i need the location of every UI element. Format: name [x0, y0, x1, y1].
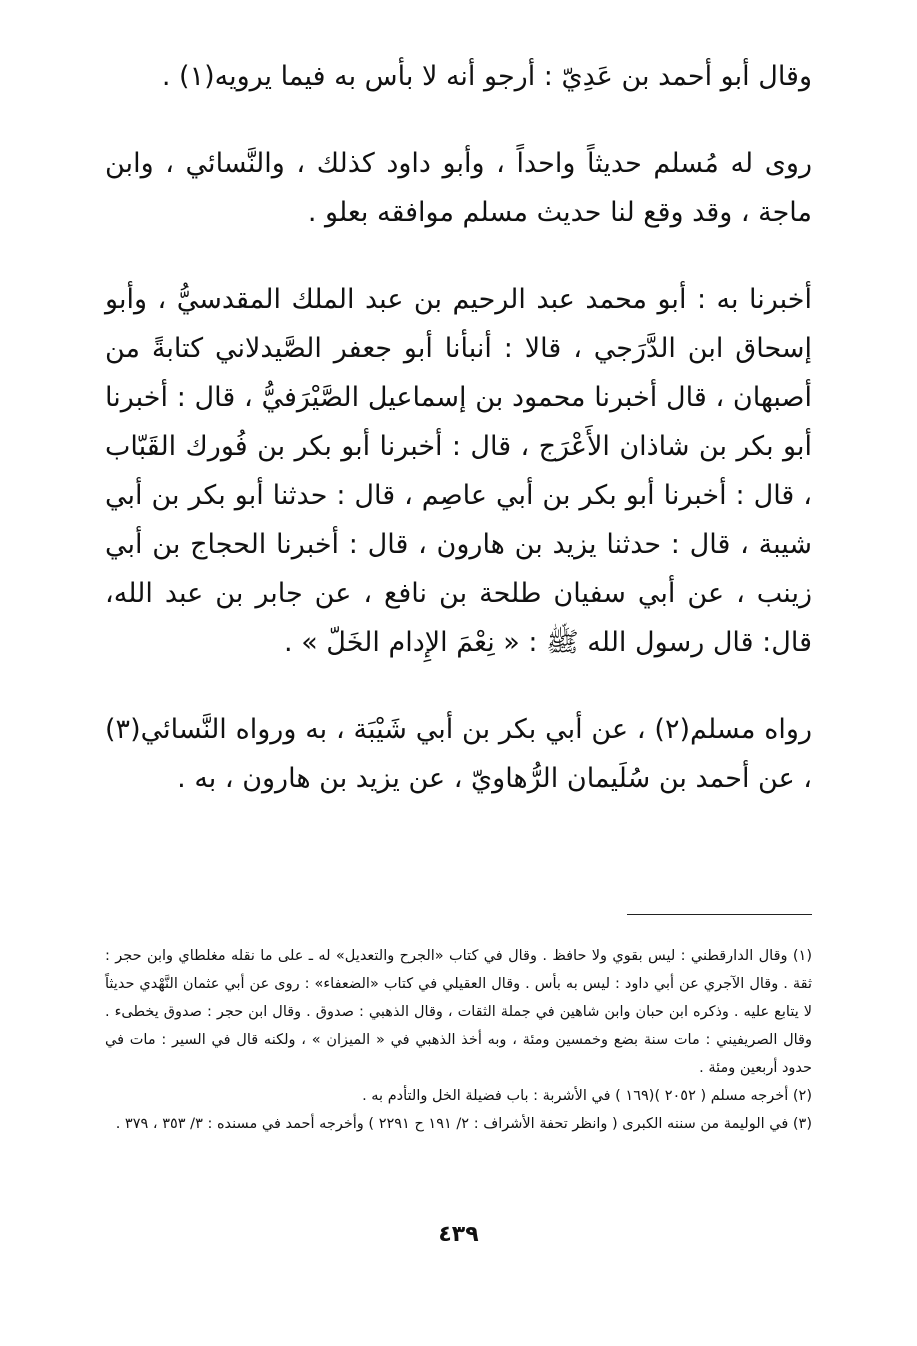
- main-text: [105, 52, 812, 803]
- paragraph-4: رواه مسلم(٢) ، عن أبي بكر بن أبي شَيْبَة ، به ورواه النَّسائي(٣) ، عن أحمد بن سُلَيمان الرُّهاويّ ، عن يزيد بن هارون ، به .: [105, 714, 812, 794]
- footnote-2: (٢) أخرجه مسلم ( ٢٠٥٢ )(١٦٩ ) في الأشربة : باب فضيلة الخل والتأدم به .: [362, 1088, 812, 1104]
- footnote-3: (٣) في الوليمة من سننه الكبرى ( وانظر تحفة الأشراف : ٢/ ١٩١ ح ٢٢٩١ ) وأخرجه أحمد في مسنده : ٣/ ٣٥٣ ، ٣٧٩ .: [115, 1116, 812, 1132]
- paragraph-2: روى له مُسلم حديثاً واحداً ، وأبو داود كذلك ، والنَّسائي ، وابن ماجة ، وقد وقع لنا حديث مسلم موافقه بعلو .: [105, 148, 812, 228]
- footnotes: [105, 942, 812, 1138]
- footnote-1: (١) وقال الدارقطني : ليس بقوي ولا حافظ . وقال في كتاب «الجرح والتعديل» له ـ على ما نقله مغلطاي وابن حجر : ثقة . وقال الآجري عن أبي داود : ليس به بأس . وقال العقيلي في كتاب «الضعفاء» : روى عن أبي عثمان النَّهْدي حديثاً لا يتابع عليه . وذكره ابن حبان وابن شاهين في جملة الثقات ، وقال الذهبي : صدوق . وقال ابن حجر : صدوق يخطىء . وقال الصريفيني : مات سنة بضع وخمسين ومئة ، وبه أخذ الذهبي في « الميزان » ، ولكنه قال في السير : مات في حدود أربعين ومئة .: [105, 948, 812, 1076]
- page-number: ٤٣٩: [438, 1222, 479, 1247]
- footnote-separator: [627, 914, 812, 915]
- paragraph-1: وقال أبو أحمد بن عَدِيّ : أرجو أنه لا بأس به فيما يرويه(١) .: [161, 61, 812, 92]
- paragraph-3: أخبرنا به : أبو محمد عبد الرحيم بن عبد الملك المقدسيُّ ، وأبو إسحاق ابن الدَّرَجي ، قالا : أنبأنا أبو جعفر الصَّيدلاني كتابةً من أصبهان ، قال أخبرنا محمود بن إسماعيل الصَّيْرَفيُّ ، قال : أخبرنا أبو بكر بن شاذان الأَعْرَج ، قال : أخبرنا أبو بكر بن فُورك القَبّاب ، قال : أخبرنا أبو بكر بن أبي عاصِم ، قال : حدثنا أبو بكر بن أبي شيبة ، قال : حدثنا يزيد بن هارون ، قال : أخبرنا الحجاج بن أبي زينب ، عن أبي سفيان طلحة بن نافع ، عن جابر بن عبد الله، قال: قال رسول الله ﷺ : « نِعْمَ الإِدام الخَلّ » .: [105, 284, 812, 658]
